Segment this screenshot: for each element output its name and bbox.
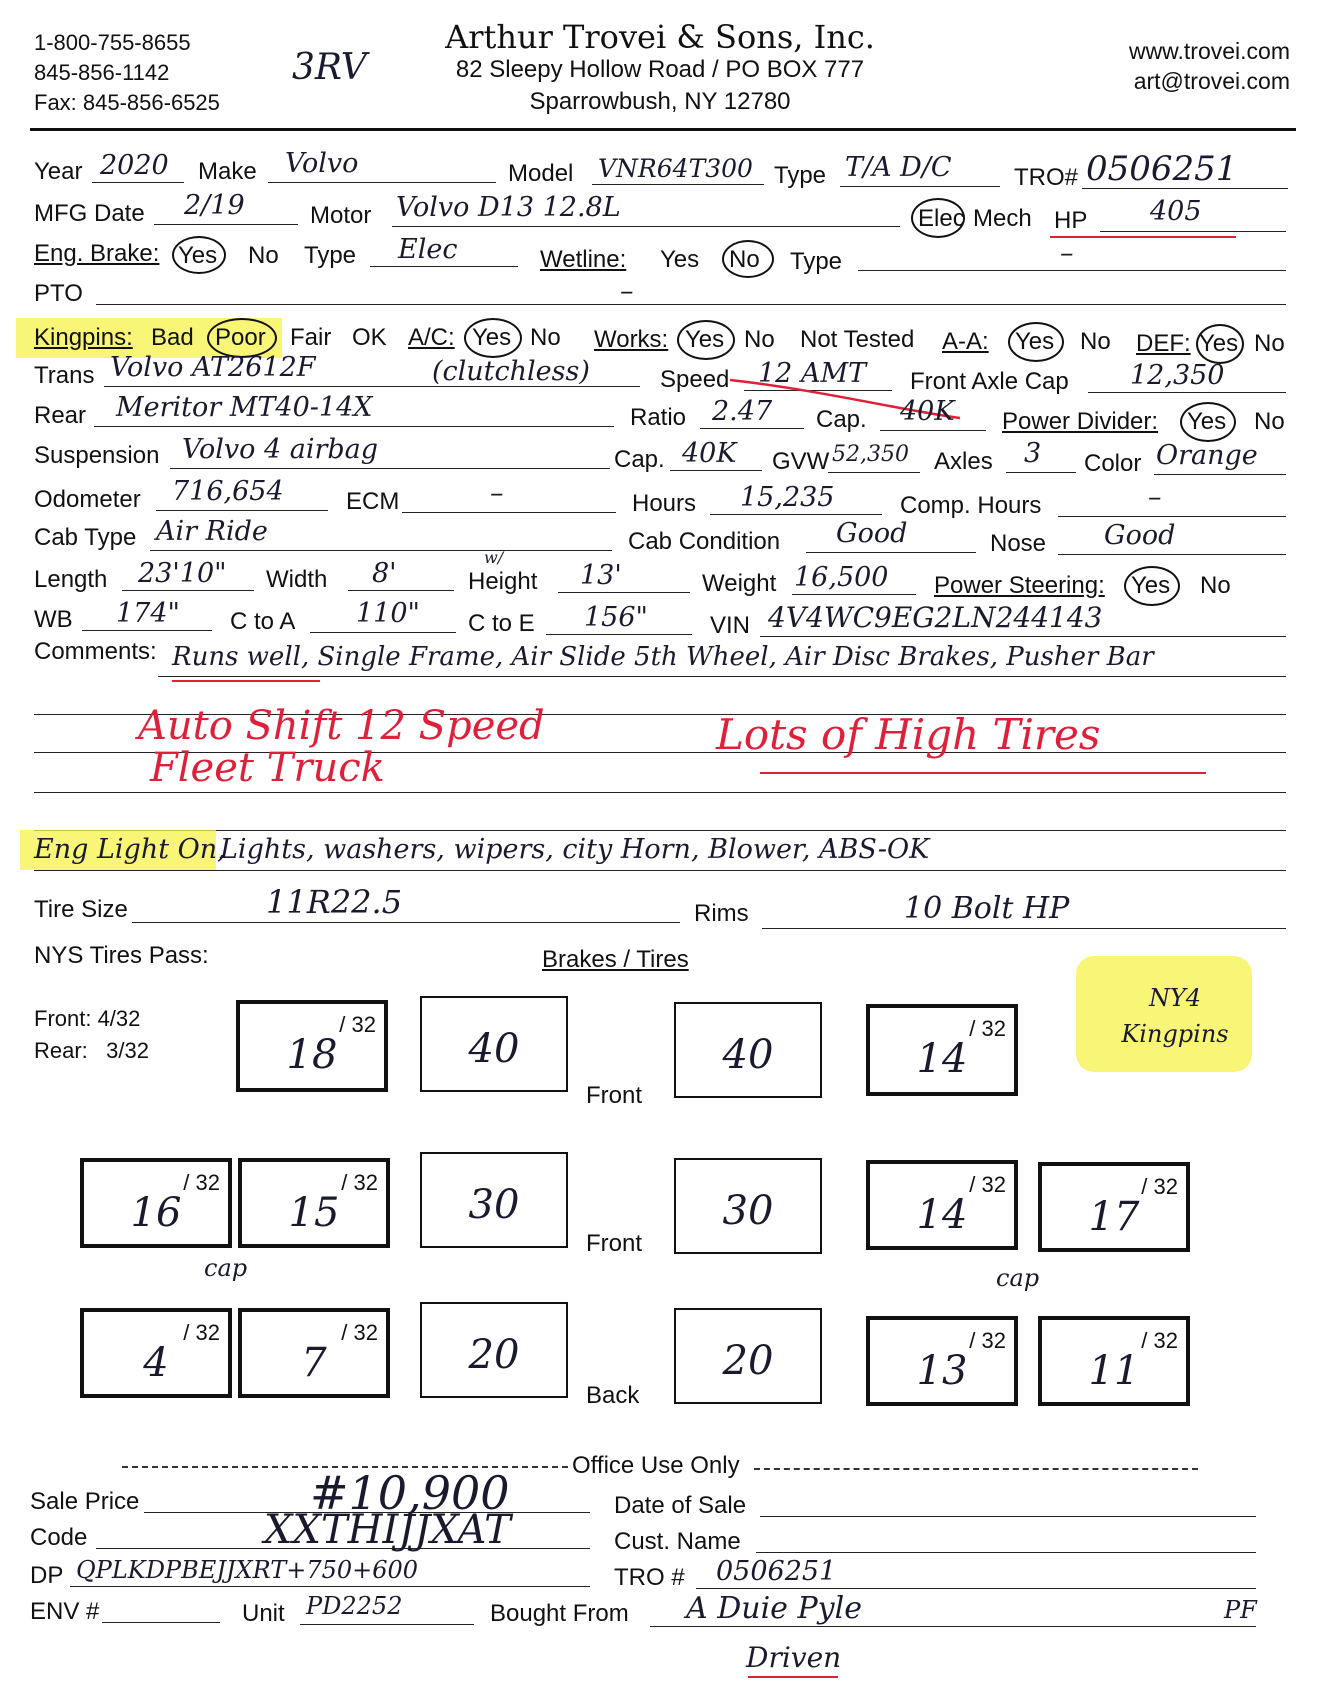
comments-value[interactable]: Runs well, Single Frame, Air Slide 5th Wheel, Air Disc Brakes, Pusher Bar <box>172 642 1154 672</box>
tro-value[interactable]: 0506251 <box>1086 149 1238 189</box>
company-website: www.trovei.com <box>1128 38 1290 64</box>
axles-line <box>1006 472 1076 473</box>
make-value[interactable]: Volvo <box>285 148 359 179</box>
trans-note[interactable]: (clutchless) <box>432 356 590 387</box>
back-axle-label: Back <box>586 1382 640 1409</box>
vin-line <box>760 636 1286 637</box>
eng-brake-no[interactable]: No <box>248 242 279 269</box>
tire-size-label: Tire Size <box>34 896 128 923</box>
hp-label: HP <box>1054 207 1088 234</box>
bought-from-label: Bought From <box>490 1600 629 1627</box>
tire-depth: 16 <box>130 1190 182 1236</box>
model-label: Model <box>508 160 574 187</box>
power-steering-no[interactable]: No <box>1200 572 1231 599</box>
sale-price-label: Sale Price <box>30 1488 140 1515</box>
kingpins-bad[interactable]: Bad <box>151 324 194 351</box>
wb-label: WB <box>34 606 73 633</box>
wetline-no[interactable]: No <box>729 246 760 273</box>
tire-size-line <box>132 922 680 923</box>
c-to-e-line <box>546 634 692 635</box>
elec-option[interactable]: Elec <box>918 205 965 232</box>
rear-line <box>94 426 614 427</box>
tire-drive1-right-inner[interactable] <box>866 1160 1018 1250</box>
nose-value[interactable]: Good <box>1104 520 1176 551</box>
tire-front-left[interactable] <box>236 1000 388 1092</box>
rims-label: Rims <box>694 900 749 927</box>
tire-unit: / 32 <box>1141 1174 1178 1199</box>
phone-local: 845-856-1142 <box>34 60 170 85</box>
hours-line <box>710 514 882 515</box>
phone-tollfree: 1-800-755-8655 <box>34 30 191 55</box>
fax-number: Fax: 845-856-6525 <box>34 90 220 115</box>
year-label: Year <box>34 158 83 185</box>
wetline-type-value[interactable]: – <box>1060 238 1074 269</box>
cust-name-line <box>756 1552 1256 1553</box>
eng-brake-label: Eng. Brake: <box>34 240 160 267</box>
c-to-e-value[interactable]: 156" <box>584 602 648 633</box>
wetline-type-line <box>858 270 1286 271</box>
handwritten-note-3rv: 3RV <box>292 47 367 88</box>
cab-type-value[interactable]: Air Ride <box>156 516 268 547</box>
driven-red-underline <box>748 1676 838 1678</box>
dp-label: DP <box>30 1562 64 1589</box>
c-to-a-line <box>310 632 456 633</box>
brake-pct: 30 <box>722 1188 774 1234</box>
tire-unit: / 32 <box>339 1012 376 1037</box>
rear-cap-label: Cap. <box>816 406 867 433</box>
height-line <box>558 592 690 593</box>
unit-value[interactable]: PD2252 <box>306 1592 403 1620</box>
comments-line-5 <box>34 830 1286 831</box>
tire-unit: / 32 <box>969 1328 1006 1353</box>
cab-condition-label: Cab Condition <box>628 528 781 555</box>
comments-red-underline <box>172 680 320 682</box>
env-label: ENV # <box>30 1598 100 1625</box>
power-steering-yes[interactable]: Yes <box>1131 572 1171 599</box>
brake-pct: 20 <box>468 1332 520 1378</box>
ac-yes[interactable]: Yes <box>472 324 512 351</box>
speed-value[interactable]: 12 AMT <box>758 358 867 389</box>
odometer-value[interactable]: 716,654 <box>172 476 284 507</box>
pto-line <box>96 304 1286 305</box>
cap-note-right: cap <box>996 1264 1040 1292</box>
ac-no[interactable]: No <box>530 324 561 351</box>
rear-label: Rear <box>34 402 87 429</box>
mfg-date-line <box>154 224 298 225</box>
wetline-type-label: Type <box>790 248 843 275</box>
note-auto-shift: Auto Shift 12 Speed <box>138 703 545 749</box>
kingpins-ok[interactable]: OK <box>352 324 387 351</box>
date-of-sale-line <box>760 1516 1256 1517</box>
code-label: Code <box>30 1524 88 1551</box>
cap-note-left: cap <box>204 1254 248 1282</box>
mfg-date-label: MFG Date <box>34 200 145 227</box>
tire-unit: / 32 <box>183 1320 220 1345</box>
ratio-line <box>700 428 804 429</box>
tire-depth: 7 <box>301 1340 327 1386</box>
tro-office-label: TRO # <box>614 1564 685 1591</box>
odometer-label: Odometer <box>34 486 141 513</box>
hp-red-underline <box>1050 236 1236 238</box>
gvw-value[interactable]: 52,350 <box>832 442 909 467</box>
vin-label: VIN <box>710 612 751 639</box>
brakes-tires-heading: Brakes / Tires <box>542 946 689 973</box>
length-line <box>122 590 254 591</box>
tire-unit: / 32 <box>341 1170 378 1195</box>
pto-label: PTO <box>34 280 83 307</box>
eng-brake-type-label: Type <box>304 242 357 269</box>
kingpins-fair[interactable]: Fair <box>290 324 332 351</box>
brake-drive1-right[interactable] <box>674 1158 822 1254</box>
make-line <box>268 182 496 183</box>
tire-drive1-left-outer[interactable] <box>80 1158 232 1248</box>
type-line <box>840 186 1000 187</box>
suspension-label: Suspension <box>34 442 160 469</box>
brake-pct: 30 <box>468 1182 520 1228</box>
office-use-only-label: Office Use Only <box>572 1452 740 1479</box>
weight-value[interactable]: 16,500 <box>794 562 889 593</box>
trans-label: Trans <box>34 362 95 389</box>
tire-drive2-right-inner[interactable] <box>866 1316 1018 1406</box>
nose-line <box>1058 554 1286 555</box>
length-value[interactable]: 23'10" <box>138 558 227 589</box>
nys-kingpins-note: NY4 Kingpins <box>1121 984 1229 1048</box>
motor-label: Motor <box>310 202 372 229</box>
nose-label: Nose <box>990 530 1047 557</box>
hp-value[interactable]: 405 <box>1150 196 1202 227</box>
ecm-label: ECM <box>346 488 400 515</box>
tire-depth: 14 <box>916 1036 968 1082</box>
width-label: Width <box>266 566 328 593</box>
env-line <box>102 1622 220 1623</box>
vin-value[interactable]: 4V4WC9EG2LN244143 <box>768 601 1103 634</box>
office-dash-right <box>754 1468 1198 1470</box>
tire-depth: 17 <box>1088 1194 1140 1240</box>
company-address-1: 82 Sleepy Hollow Road / PO BOX 777 <box>455 56 865 83</box>
mech-option[interactable]: Mech <box>973 205 1032 232</box>
rear-cap-line <box>880 430 986 431</box>
kingpins-label: Kingpins: <box>34 324 133 351</box>
weight-line <box>792 594 916 595</box>
ecm-line <box>402 512 616 513</box>
rear-cap-value[interactable]: 40K <box>900 396 955 427</box>
def-label: DEF: <box>1136 330 1191 357</box>
company-address-2: Sparrowbush, NY 12780 <box>529 88 791 115</box>
ratio-label: Ratio <box>630 404 687 431</box>
gvw-line <box>828 472 920 473</box>
color-line <box>1154 474 1286 475</box>
brake-front-left[interactable] <box>420 996 568 1092</box>
front-axle-label-1: Front <box>586 1082 643 1109</box>
brake-pct: 40 <box>722 1032 774 1078</box>
type-label: Type <box>774 162 827 189</box>
cab-condition-line <box>806 552 976 553</box>
comments-line-4 <box>34 792 1286 793</box>
rims-value[interactable]: 10 Bolt HP <box>904 891 1070 926</box>
power-divider-no[interactable]: No <box>1254 408 1285 435</box>
bought-from-value[interactable]: A Duie Pyle <box>686 1591 862 1626</box>
tire-depth: 15 <box>288 1190 340 1236</box>
eng-brake-yes[interactable]: Yes <box>178 242 218 269</box>
unit-line <box>300 1624 474 1625</box>
driven-note: Driven <box>746 1641 842 1674</box>
front-axle-cap-value[interactable]: 12,350 <box>1130 360 1225 391</box>
motor-line <box>392 226 900 227</box>
front-axle-cap-label: Front Axle Cap <box>910 368 1069 395</box>
year-value[interactable]: 2020 <box>100 150 169 181</box>
comp-hours-line <box>1058 516 1286 517</box>
axles-value[interactable]: 3 <box>1024 438 1042 469</box>
type-value[interactable]: T/A D/C <box>845 152 952 183</box>
brake-front-right[interactable] <box>674 1002 822 1098</box>
aa-yes[interactable]: Yes <box>1015 328 1055 355</box>
brake-pct: 40 <box>468 1026 520 1072</box>
height-label: Height <box>468 568 538 595</box>
wetline-yes[interactable]: Yes <box>660 246 700 273</box>
aa-no[interactable]: No <box>1080 328 1111 355</box>
tire-unit: / 32 <box>969 1016 1006 1041</box>
dp-line <box>70 1586 590 1587</box>
dp-value[interactable]: QPLKDPBEJJXRT+750+600 <box>76 1556 419 1584</box>
tire-depth: 11 <box>1088 1348 1140 1394</box>
brake-drive2-right[interactable] <box>674 1308 822 1404</box>
comments-label: Comments: <box>34 638 157 665</box>
wetline-label: Wetline: <box>540 246 627 273</box>
rear-spec: Rear: 3/32 <box>34 1038 149 1063</box>
tro-office-line <box>696 1588 1256 1589</box>
works-no[interactable]: No <box>744 326 775 353</box>
c-to-a-label: C to A <box>230 608 296 635</box>
year-line <box>92 182 184 183</box>
tro-office-value[interactable]: 0506251 <box>716 1556 837 1587</box>
hp-line <box>1100 231 1286 232</box>
susp-cap-label: Cap. <box>614 446 665 473</box>
odometer-line <box>156 510 328 511</box>
initials-value: PF <box>1224 1596 1257 1624</box>
tire-unit: / 32 <box>183 1170 220 1195</box>
tire-depth: 4 <box>143 1340 169 1386</box>
front-spec: Front: 4/32 <box>34 1006 141 1031</box>
kingpins-poor[interactable]: Poor <box>215 324 266 351</box>
note-high-tires: Lots of High Tires <box>716 710 1101 759</box>
ecm-value[interactable]: – <box>490 478 504 509</box>
length-label: Length <box>34 566 108 593</box>
susp-cap-value[interactable]: 40K <box>682 438 737 469</box>
comp-hours-value[interactable]: – <box>1148 482 1162 513</box>
cab-type-line <box>150 550 612 551</box>
hours-value[interactable]: 15,235 <box>740 482 835 513</box>
make-label: Make <box>198 158 257 185</box>
power-divider-yes[interactable]: Yes <box>1187 408 1227 435</box>
suspension-line <box>170 468 610 469</box>
date-of-sale-label: Date of Sale <box>614 1492 747 1519</box>
tire-drive1-right-outer[interactable] <box>1038 1162 1190 1252</box>
nys-tires-pass-label: NYS Tires Pass: <box>34 942 209 969</box>
sale-price-value[interactable]: #10,900 <box>310 1466 510 1520</box>
c-to-e-label: C to E <box>468 610 535 637</box>
motor-value[interactable]: Volvo D13 12.8L <box>396 192 621 223</box>
tire-depth: 13 <box>916 1348 968 1394</box>
model-line <box>592 184 764 185</box>
tire-drive1-left-inner[interactable] <box>238 1158 390 1248</box>
tire-front-right[interactable] <box>866 1004 1018 1096</box>
hours-label: Hours <box>632 490 697 517</box>
works-label: Works: <box>594 326 669 353</box>
axles-label: Axles <box>934 448 993 475</box>
bought-from-line <box>650 1626 1256 1627</box>
cab-type-label: Cab Type <box>34 524 137 551</box>
tire-drive2-left-inner[interactable] <box>238 1308 390 1398</box>
note-fleet-truck: Fleet Truck <box>150 745 385 791</box>
comp-hours-label: Comp. Hours <box>900 492 1042 519</box>
tire-drive2-left-outer[interactable] <box>80 1308 232 1398</box>
suspension-value[interactable]: Volvo 4 airbag <box>182 434 379 465</box>
unit-label: Unit <box>242 1600 285 1627</box>
c-to-a-value[interactable]: 110" <box>356 598 420 629</box>
susp-cap-line <box>670 470 762 471</box>
header-divider <box>30 128 1296 131</box>
high-tires-red-underline <box>760 772 1206 774</box>
def-yes[interactable]: Yes <box>1199 330 1239 357</box>
eng-light-note[interactable]: Eng Light On, <box>34 834 226 865</box>
company-name: Arthur Trovei & Sons, Inc. <box>445 18 875 56</box>
def-no[interactable]: No <box>1254 330 1285 357</box>
model-value[interactable]: VNR64T300 <box>598 154 753 183</box>
brake-pct: 20 <box>722 1338 774 1384</box>
height-value[interactable]: 13' <box>580 560 622 591</box>
cab-condition-value[interactable]: Good <box>836 518 908 549</box>
tire-drive2-right-outer[interactable] <box>1038 1316 1190 1406</box>
tire-size-value[interactable]: 11R22.5 <box>266 883 403 921</box>
front-axle-cap-line <box>1088 392 1286 393</box>
color-label: Color <box>1084 450 1142 477</box>
tro-label: TRO# <box>1014 164 1079 191</box>
tire-depth: 14 <box>916 1192 968 1238</box>
comments-line-1 <box>158 676 1286 677</box>
weight-label: Weight <box>702 570 777 597</box>
works-not-tested[interactable]: Not Tested <box>800 326 915 353</box>
eng-brake-type-line <box>370 266 518 267</box>
cust-name-label: Cust. Name <box>614 1528 741 1555</box>
brake-drive2-left[interactable] <box>420 1302 568 1398</box>
tire-unit: / 32 <box>969 1172 1006 1197</box>
gvw-label: GVW <box>772 448 830 475</box>
eng-brake-type-value[interactable]: Elec <box>398 234 458 265</box>
width-value[interactable]: 8' <box>372 558 397 589</box>
speed-label: Speed <box>660 366 730 393</box>
lights-check-note[interactable]: Lights, washers, wipers, city Horn, Blower, ABS-OK <box>220 834 930 865</box>
power-steering-label: Power Steering: <box>934 572 1105 599</box>
brake-drive1-left[interactable] <box>420 1152 568 1248</box>
ac-label: A/C: <box>408 324 455 351</box>
width-line <box>348 590 454 591</box>
tire-depth: 18 <box>286 1032 338 1078</box>
ratio-value[interactable]: 2.47 <box>712 396 773 427</box>
power-divider-label: Power Divider: <box>1002 408 1159 435</box>
mfg-date-value[interactable]: 2/19 <box>184 190 245 221</box>
pto-value[interactable]: – <box>620 276 634 307</box>
height-note: w/ <box>484 548 504 567</box>
trans-value[interactable]: Volvo AT2612F <box>110 352 316 383</box>
company-email: art@trovei.com <box>1133 68 1290 94</box>
comments-line-6 <box>34 870 1286 871</box>
color-value[interactable]: Orange <box>1156 440 1258 471</box>
works-yes[interactable]: Yes <box>685 326 725 353</box>
wb-line <box>82 630 212 631</box>
code-value[interactable]: XXTHIJJXAT <box>264 1507 511 1553</box>
aa-label: A-A: <box>942 328 989 355</box>
rear-value[interactable]: Meritor MT40-14X <box>116 392 373 423</box>
tire-unit: / 32 <box>1141 1328 1178 1353</box>
wb-value[interactable]: 174" <box>116 598 180 629</box>
front-axle-label-2: Front <box>586 1230 643 1257</box>
rims-line <box>762 928 1286 929</box>
tire-unit: / 32 <box>341 1320 378 1345</box>
